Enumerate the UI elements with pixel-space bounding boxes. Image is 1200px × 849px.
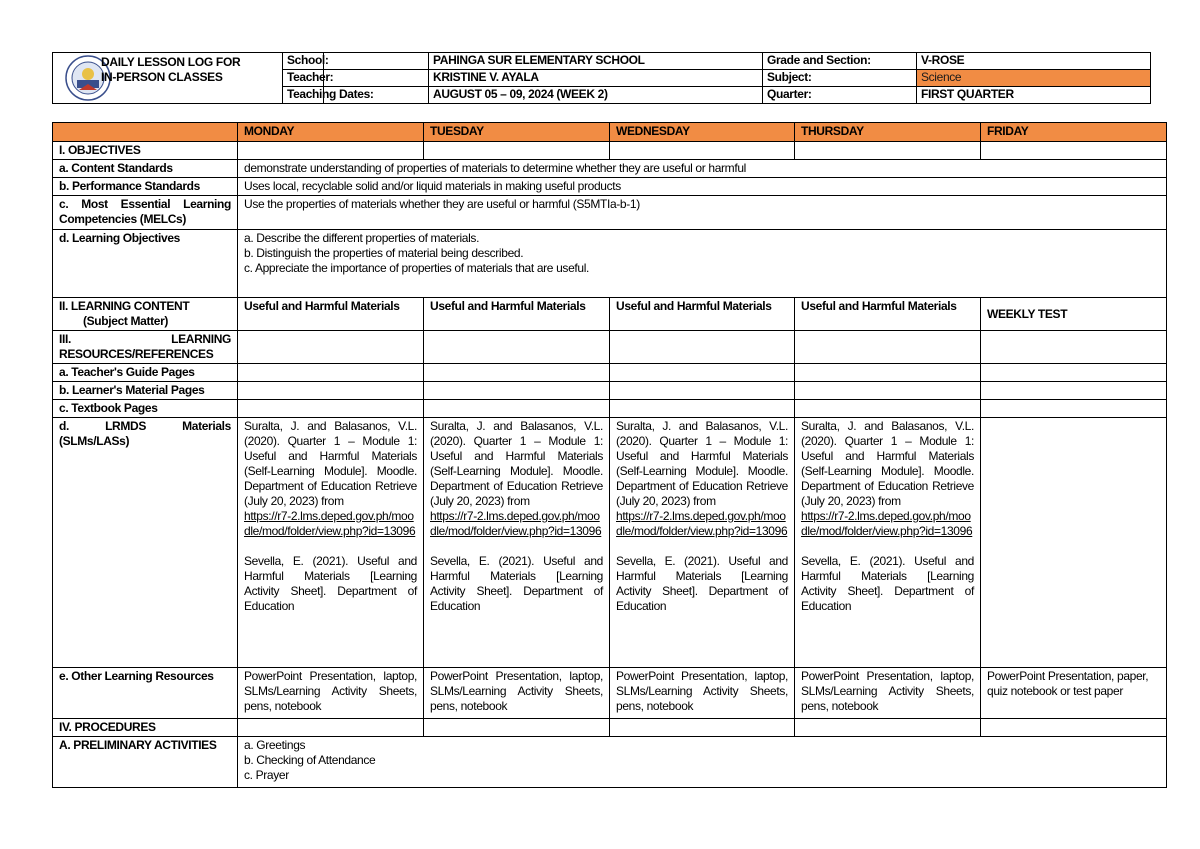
table-row: [53, 142, 1167, 160]
quarter-value: FIRST QUARTER: [917, 87, 1151, 104]
learning-objectives-label: d. Learning Objectives: [53, 230, 238, 298]
school-label: School:: [283, 53, 429, 70]
lrmds-wednesday: Suralta, J. and Balasanos, V.L. (2020). Quarter 1 – Module 1: Useful and Harmful Materials (Self-Learning Module]. Moodle. Department of Education Retrieve (July 20, 2023) from https://r7-2.lms.deped.gov.ph/moodle/mod/folder/view.php?id=13096 Sevella, E. (2021). Useful and Harmful Materials [Learning Activity Sheet]. Department of Education: [610, 418, 795, 668]
other-resources-tuesday: PowerPoint Presentation, laptop, SLMs/Learning Activity Sheets, pens, notebook: [424, 668, 610, 719]
column-header-monday: MONDAY: [238, 123, 424, 142]
header-info-table: [282, 52, 1151, 104]
title-line-1: DAILY LESSON LOG FOR: [101, 55, 241, 69]
table-row: [53, 160, 1167, 178]
preliminary-activities-label: A. PRELIMINARY ACTIVITIES: [53, 737, 238, 788]
table-row: [53, 331, 1167, 364]
table-row: [53, 668, 1167, 719]
content-standards-value: demonstrate understanding of properties of materials to determine whether they are useful or harmful: [238, 160, 1167, 178]
learning-content-label: II. LEARNING CONTENT (Subject Matter): [53, 298, 238, 331]
dates-label: Teaching Dates:: [283, 87, 429, 104]
table-row: [53, 418, 1167, 668]
other-resources-monday: PowerPoint Presentation, laptop, SLMs/Learning Activity Sheets, pens, notebook: [238, 668, 424, 719]
preliminary-activities-value: [238, 737, 1167, 788]
column-header-friday: FRIDAY: [981, 123, 1167, 142]
learners-material-label: b. Learner's Material Pages: [53, 382, 238, 400]
learning-objective-item: b. Distinguish the properties of material being described.: [244, 246, 524, 260]
table-row: [53, 382, 1167, 400]
lesson-log-table: [52, 122, 1167, 788]
header-corner: [53, 123, 238, 142]
table-row: [53, 178, 1167, 196]
module-link[interactable]: https://r7-2.lms.deped.gov.ph/moodle/mod/folder/view.php?id=13096: [430, 509, 602, 538]
performance-standards-value: Uses local, recyclable solid and/or liquid materials in making useful products: [238, 178, 1167, 196]
column-header-wednesday: WEDNESDAY: [610, 123, 795, 142]
preliminary-item: a. Greetings: [244, 738, 306, 752]
learning-content-wednesday: Useful and Harmful Materials: [610, 298, 795, 331]
table-row: [53, 196, 1167, 230]
preliminary-item: b. Checking of Attendance: [244, 753, 376, 767]
learning-content-friday: WEEKLY TEST: [981, 298, 1167, 331]
teacher-value: KRISTINE V. AYALA: [429, 70, 763, 87]
content-standards-label: a. Content Standards: [53, 160, 238, 178]
other-resources-thursday: PowerPoint Presentation, laptop, SLMs/Learning Activity Sheets, pens, notebook: [795, 668, 981, 719]
subject-value: Science: [917, 70, 1151, 87]
school-value: PAHINGA SUR ELEMENTARY SCHOOL: [429, 53, 763, 70]
table-row: [53, 719, 1167, 737]
table-row: [53, 400, 1167, 418]
module-link[interactable]: https://r7-2.lms.deped.gov.ph/moodle/mod/folder/view.php?id=13096: [244, 509, 416, 538]
procedures-label: IV. PROCEDURES: [53, 719, 238, 737]
lrmds-monday: Suralta, J. and Balasanos, V.L. (2020). Quarter 1 – Module 1: Useful and Harmful Materials (Self-Learning Module]. Moodle. Department of Education Retrieve (July 20, 2023) from https://r7-2.lms.deped.gov.ph/moodle/mod/folder/view.php?id=13096 Sevella, E. (2021). Useful and Harmful Materials [Learning Activity Sheet]. Department of Education: [238, 418, 424, 668]
resources-label: III. LEARNING RESOURCES/REFERENCES: [53, 331, 238, 364]
learning-content-monday: Useful and Harmful Materials: [238, 298, 424, 331]
teacher-label: Teacher:: [283, 70, 429, 87]
grade-value: V-ROSE: [917, 53, 1151, 70]
learning-content-tuesday: Useful and Harmful Materials: [424, 298, 610, 331]
lrmds-tuesday: Suralta, J. and Balasanos, V.L. (2020). Quarter 1 – Module 1: Useful and Harmful Materials (Self-Learning Module]. Moodle. Department of Education Retrieve (July 20, 2023) from https://r7-2.lms.deped.gov.ph/moodle/mod/folder/view.php?id=13096 Sevella, E. (2021). Useful and Harmful Materials [Learning Activity Sheet]. Department of Education: [424, 418, 610, 668]
lrmds-thursday: Suralta, J. and Balasanos, V.L. (2020). Quarter 1 – Module 1: Useful and Harmful Materials (Self-Learning Module]. Moodle. Department of Education Retrieve (July 20, 2023) from https://r7-2.lms.deped.gov.ph/moodle/mod/folder/view.php?id=13096 Sevella, E. (2021). Useful and Harmful Materials [Learning Activity Sheet]. Department of Education: [795, 418, 981, 668]
learning-objectives-value: [238, 230, 1167, 298]
learning-objective-item: c. Appreciate the importance of properties of materials that are useful.: [244, 261, 589, 275]
table-row: [53, 298, 1167, 331]
grade-label: Grade and Section:: [763, 53, 917, 70]
other-resources-friday: PowerPoint Presentation, paper, quiz notebook or test paper: [981, 668, 1167, 719]
table-row: [53, 230, 1167, 298]
title-line-2: IN-PERSON CLASSES: [101, 70, 223, 84]
textbook-label: c. Textbook Pages: [53, 400, 238, 418]
module-link[interactable]: https://r7-2.lms.deped.gov.ph/moodle/mod/folder/view.php?id=13096: [616, 509, 788, 538]
learning-objective-item: a. Describe the different properties of materials.: [244, 231, 480, 245]
module-link[interactable]: https://r7-2.lms.deped.gov.ph/moodle/mod/folder/view.php?id=13096: [801, 509, 973, 538]
lrmds-friday: [981, 418, 1167, 668]
column-header-thursday: THURSDAY: [795, 123, 981, 142]
teachers-guide-label: a. Teacher's Guide Pages: [53, 364, 238, 382]
lrmds-label: d. LRMDS Materials (SLMs/LASs): [53, 418, 238, 668]
column-header-tuesday: TUESDAY: [424, 123, 610, 142]
learning-content-thursday: Useful and Harmful Materials: [795, 298, 981, 331]
table-header-row: [53, 123, 1167, 142]
table-row: [53, 364, 1167, 382]
other-resources-wednesday: PowerPoint Presentation, laptop, SLMs/Learning Activity Sheets, pens, notebook: [610, 668, 795, 719]
objectives-label: I. OBJECTIVES: [53, 142, 238, 160]
dates-value: AUGUST 05 – 09, 2024 (WEEK 2): [429, 87, 763, 104]
melcs-value: Use the properties of materials whether they are useful or harmful (S5MTIa-b-1): [238, 196, 1167, 230]
subject-label: Subject:: [763, 70, 917, 87]
other-resources-label: e. Other Learning Resources: [53, 668, 238, 719]
performance-standards-label: b. Performance Standards: [53, 178, 238, 196]
quarter-label: Quarter:: [763, 87, 917, 104]
melcs-label: c. Most Essential Learning Competencies (MELCs): [53, 196, 238, 230]
preliminary-item: c. Prayer: [244, 768, 289, 782]
table-row: [53, 737, 1167, 788]
